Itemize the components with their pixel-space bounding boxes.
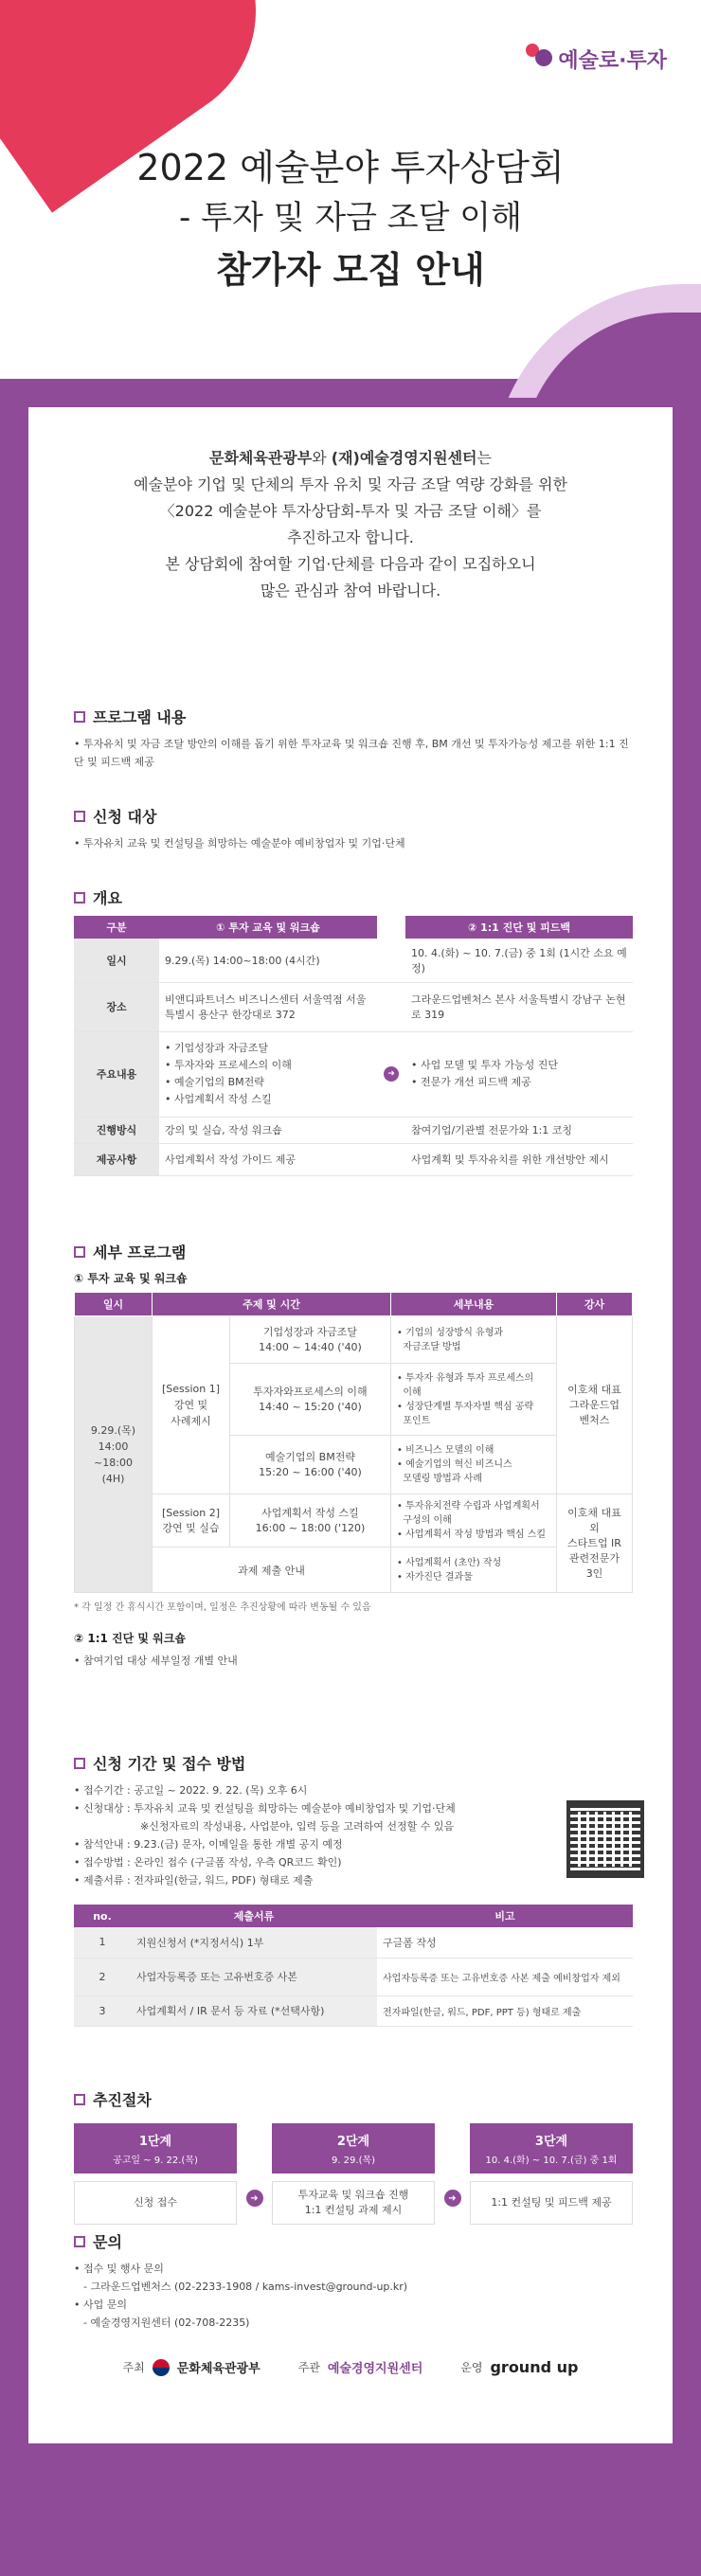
overview-cell: 참여기업/기관별 전문가와 1:1 코칭 (405, 1117, 633, 1143)
square-bullet-icon (74, 2094, 85, 2105)
detail-content: • 투자유치전략 수립과 사업계획서 구성의 이해 • 사업계획서 작성 방법과 핵심 스킬 (391, 1494, 557, 1547)
footer-label: 주최 (122, 2361, 145, 2374)
title-line2: - 투자 및 자금 조달 이해 (179, 199, 522, 237)
section-process (74, 2088, 633, 2225)
process-step (272, 2123, 435, 2225)
documents-note: 전자파일(한글, 워드, PDF, PPT 등) 형태로 제출 (377, 1995, 633, 2026)
documents-header: no. (74, 1905, 131, 1927)
detail-content: • 기업의 성장방식 유형과 자금조달 방법 (391, 1316, 557, 1364)
overview-header: 구분 (74, 916, 159, 939)
documents-name: 사업계획서 / IR 문서 등 자료 (*선택사항) (131, 1995, 377, 2026)
overview-cell: 사업계획 및 투자유치를 위한 개선방안 제시 (405, 1143, 633, 1175)
detail-date: 9.29.(목) 14:00 ~18:00 (4H) (75, 1316, 153, 1593)
documents-note: 사업자등록증 또는 고유번호증 사본 제출 예비창업자 제외 (377, 1958, 633, 1995)
documents-no: 1 (74, 1927, 131, 1958)
step-body: 신청 접수 (74, 2181, 237, 2225)
apply-line: ※신청자료의 작성내용, 사업분야, 입력 등을 고려하여 선정할 수 있음 (140, 1820, 455, 1833)
taegeuk-emblem-icon (153, 2359, 170, 2376)
overview-key: 일시 (74, 939, 159, 982)
step-title: 1단계 (138, 2135, 172, 2149)
decor-white-cap (0, 322, 606, 379)
contact-line: • 사업 문의 (74, 2299, 127, 2311)
contact-line: • 접수 및 행사 문의 (74, 2263, 164, 2275)
logo-text: 예술로·투자 (558, 48, 667, 73)
overview-cell: 10. 4.(화) ~ 10. 7.(금) 중 1회 (1시간 소요 예정) (405, 939, 633, 982)
contact-line: - 예술경영지원센터 (02-708-2235) (83, 2317, 250, 2329)
intro-line: 본 상담회에 참여할 기업·단체를 다음과 같이 모집하오니 (165, 555, 536, 573)
overview-cell: 사업계획서 작성 가이드 제공 (159, 1143, 377, 1175)
overview-header: ② 1:1 진단 및 피드백 (405, 916, 633, 939)
detail-topic: 기업성장과 자금조달 14:00 ~ 14:40 ('40) (230, 1316, 391, 1364)
square-bullet-icon (74, 711, 85, 723)
intro-text (28, 445, 673, 604)
overview-header: ① 투자 교육 및 워크숍 (159, 916, 377, 939)
square-bullet-icon (74, 1246, 85, 1258)
apply-line: • 접수방법 : 온라인 접수 (구글폼 작성, 우측 QR코드 확인) (74, 1856, 342, 1869)
section-title: 문의 (93, 2233, 122, 2251)
step-date: 공고일 ~ 9. 22.(목) (113, 2156, 198, 2166)
documents-header: 제출서류 (131, 1905, 377, 1927)
footer-organizer: 예술경영지원센터 (327, 2362, 423, 2376)
overview-cell: 강의 및 실습, 작성 워크숍 (159, 1117, 377, 1143)
step-body: 1:1 컨설팅 및 피드백 제공 (470, 2181, 633, 2225)
detail-session: [Session 2] 강연 및 실습 (153, 1494, 230, 1547)
content-card (28, 407, 673, 2443)
step-title: 3단계 (534, 2135, 568, 2149)
documents-header: 비고 (377, 1905, 633, 1927)
detail-lecturer: 이호채 대표 그라운드업 벤처스 (557, 1316, 633, 1494)
detail-header: 주제 및 시간 (153, 1293, 391, 1316)
section-apply (74, 1752, 633, 2027)
detail-header: 강사 (557, 1293, 633, 1316)
page-title (0, 142, 701, 297)
overview-key: 주요내용 (74, 1031, 159, 1117)
step-title: 2단계 (336, 2135, 370, 2149)
apply-line: • 제출서류 : 전자파일(한글, 워드, PDF) 형태로 제출 (74, 1874, 314, 1887)
square-bullet-icon (74, 892, 85, 903)
title-line3: 참가자 모집 안내 (216, 249, 485, 291)
detail-content: • 사업계획서 (초안) 작성 • 자가진단 결과물 (391, 1547, 557, 1593)
documents-no: 2 (74, 1958, 131, 1995)
program-body: • 투자유치 및 자금 조달 방안의 이해를 돕기 위한 투자교육 및 워크숍 진행 후, BM 개선 및 투자가능성 제고를 위한 1:1 진단 및 피드백 제공 (74, 738, 629, 768)
apply-line: • 신청대상 : 투자유치 교육 및 컨설팅을 희망하는 예술분야 예비창업자 및 기업·단체 (74, 1802, 456, 1815)
target-body: • 투자유치 교육 및 컨설팅을 희망하는 예술분야 예비창업자 및 기업·단체 (74, 837, 405, 850)
section-target (74, 805, 633, 852)
overview-cell: • 사업 모델 및 투자 가능성 진단 • 전문가 개선 피드백 제공 (405, 1031, 633, 1117)
section-program (74, 706, 633, 771)
section-contact (74, 2230, 633, 2332)
section-title: 개요 (93, 889, 122, 907)
documents-name: 지원신청서 (*지정서식) 1부 (131, 1927, 377, 1958)
detail-subtitle: ② 1:1 진단 및 워크숍 (74, 1632, 186, 1645)
apply-line: • 접수기간 : 공고일 ~ 2022. 9. 22. (목) 오후 6시 (74, 1784, 308, 1797)
detail-topic: 예술기업의 BM전략 15:20 ~ 16:00 ('40) (230, 1436, 391, 1494)
section-title: 신청 대상 (93, 808, 157, 826)
detail-topic: 사업계획서 작성 스킬 16:00 ~ 18:00 ('120) (230, 1494, 391, 1547)
detail-topic: 투자자와프로세스의 이해 14:40 ~ 15:20 ('40) (230, 1364, 391, 1436)
overview-key: 장소 (74, 982, 159, 1031)
arrow-right-icon: ➜ (384, 1066, 399, 1082)
intro-org2: (재)예술경영지원센터 (331, 449, 477, 467)
intro-tail: 는 (476, 449, 492, 467)
step-date: 9. 29.(목) (331, 2156, 376, 2166)
detail-content: • 투자자 유형과 투자 프로세스의 이해 • 성장단계별 투자자별 핵심 공략 포인트 (391, 1364, 557, 1436)
square-bullet-icon (74, 1758, 85, 1769)
intro-line: 〈2022 예술분야 투자상담회-투자 및 자금 조달 이해〉를 (159, 502, 542, 520)
detail-header: 일시 (75, 1293, 153, 1316)
footer-host: 문화체육관광부 (176, 2362, 261, 2376)
documents-table (74, 1905, 633, 2027)
detail-table (74, 1292, 633, 1593)
contact-line[interactable]: - 그라운드업벤처스 (02-2233-1908 / kams-invest@ground-up.kr) (83, 2281, 408, 2293)
arrow-right-icon: ➜ (246, 2190, 263, 2207)
detail-session: [Session 1] 강연 및 사례제시 (153, 1316, 230, 1494)
qr-code-icon[interactable] (566, 1800, 644, 1878)
section-title: 세부 프로그램 (93, 1243, 187, 1261)
square-bullet-icon (74, 811, 85, 822)
logo-dots-icon (520, 42, 554, 76)
overview-cell: • 기업성장과 자금조달 • 투자자와 프로세스의 이해 • 예술기업의 BM전략 • 사업계획서 작성 스킬 (159, 1031, 377, 1117)
detail-lecturer: 이호채 대표 외 스타트업 IR 관련전문가 3인 (557, 1494, 633, 1593)
overview-key: 제공사항 (74, 1143, 159, 1175)
footer-label: 주관 (297, 2361, 320, 2374)
section-title: 신청 기간 및 접수 방법 (93, 1755, 246, 1773)
section-title: 추진절차 (93, 2091, 152, 2109)
detail-header: 세부내용 (391, 1293, 557, 1316)
intro-line: 예술분야 기업 및 단체의 투자 유치 및 자금 조달 역량 강화를 위한 (134, 475, 567, 493)
step-body: 투자교육 및 워크숍 진행 1:1 컨설팅 과제 제시 (272, 2181, 435, 2225)
overview-cell: 그라운드업벤처스 본사 서울특별시 강남구 논현로 319 (405, 982, 633, 1031)
detail-sub2-body: • 참여기업 대상 세부일정 개별 안내 (74, 1655, 238, 1667)
overview-table (74, 916, 633, 1176)
intro-line: 많은 관심과 참여 바랍니다. (260, 581, 441, 599)
overview-cell: 9.29.(목) 14:00~18:00 (4시간) (159, 939, 377, 982)
section-detail (74, 1241, 633, 1670)
intro-org1: 문화체육관광부 (209, 449, 313, 467)
detail-topic: 과제 제출 안내 (153, 1547, 391, 1593)
process-step (470, 2123, 633, 2225)
detail-subtitle: ① 투자 교육 및 워크숍 (74, 1272, 188, 1285)
detail-note: * 각 일정 간 휴식시간 포함이며, 일정은 추진상황에 따라 변동될 수 있음 (74, 1602, 371, 1613)
footer-operator: ground up (490, 2358, 579, 2376)
process-step (74, 2123, 237, 2225)
overview-key: 진행방식 (74, 1117, 159, 1143)
footer (28, 2358, 673, 2376)
footer-label: 운영 (460, 2361, 483, 2374)
detail-content: • 비즈니스 모델의 이해 • 예술기업의 혁신 비즈니스 모델링 방법과 사례 (391, 1436, 557, 1494)
hero-banner (0, 0, 701, 398)
intro-connector: 와 (312, 449, 332, 467)
section-overview (74, 886, 633, 1176)
documents-no: 3 (74, 1995, 131, 2026)
documents-note: 구글폼 작성 (377, 1927, 633, 1958)
apply-line: • 참석안내 : 9.23.(금) 문자, 이메일을 통한 개별 공지 예정 (74, 1838, 343, 1851)
logo (520, 42, 667, 76)
documents-name: 사업자등록증 또는 고유번호증 사본 (131, 1958, 377, 1995)
arrow-right-icon: ➜ (444, 2190, 461, 2207)
step-date: 10. 4.(화) ~ 10. 7.(금) 중 1회 (485, 2156, 618, 2166)
section-title: 프로그램 내용 (93, 708, 187, 726)
intro-line: 추진하고자 합니다. (287, 528, 414, 546)
square-bullet-icon (74, 2236, 85, 2247)
title-line1: 2022 예술분야 투자상담회 (136, 147, 565, 188)
overview-cell: 비앤디파트너스 비즈니스센터 서울역점 서울특별시 용산구 한강대로 372 (159, 982, 377, 1031)
